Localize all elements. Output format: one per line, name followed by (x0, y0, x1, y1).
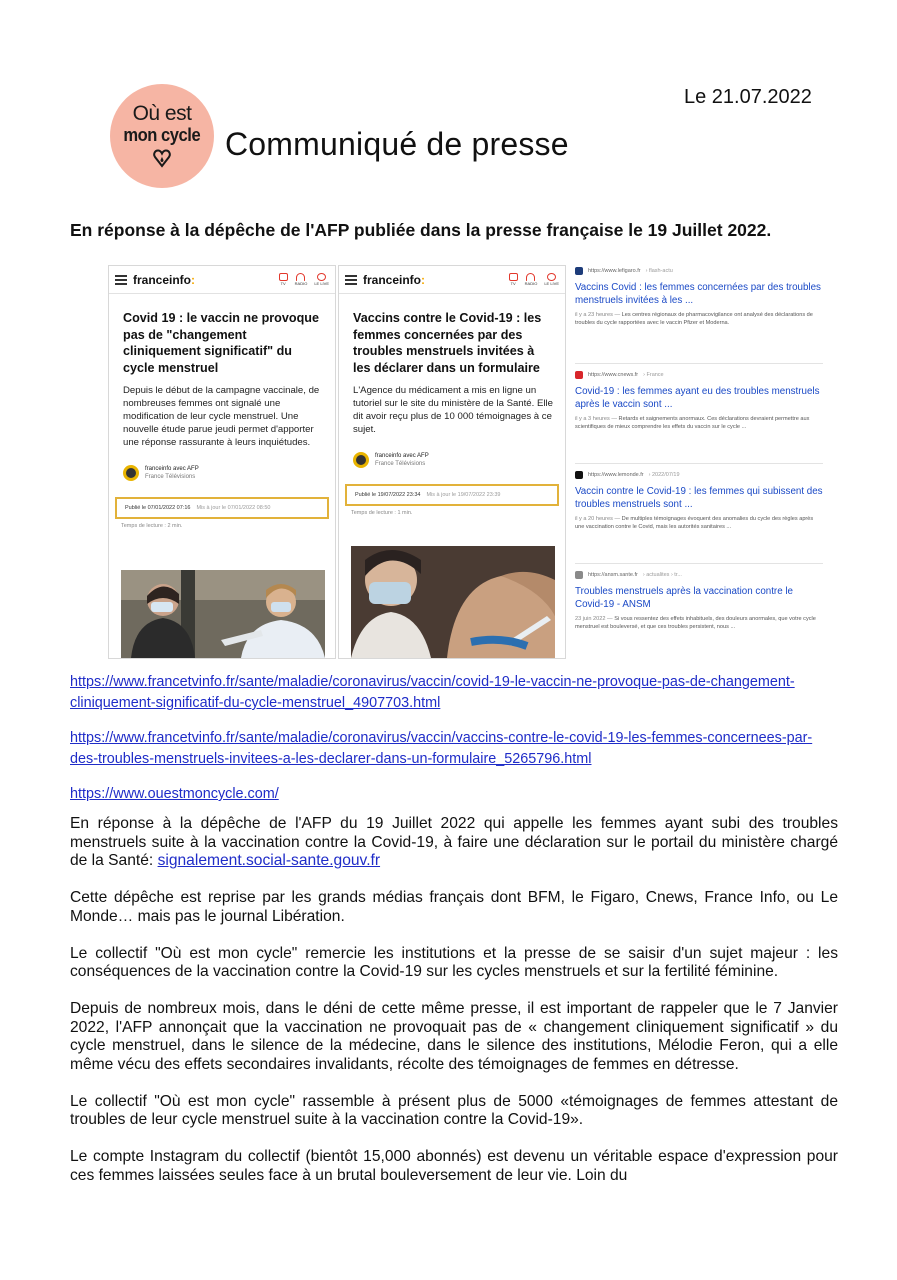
article-lead: L'Agence du médicament a mis en ligne un tutoriel sur le site du ministère de la Santé. Elle dit avoir reçu plus de 10 000 témoignages à ce sujet. (353, 385, 553, 435)
article-screenshot-1 (108, 265, 336, 659)
radio-icon: RADIO (525, 273, 538, 286)
brand-logo: franceinfo: (363, 272, 426, 287)
logo-line1: Où est (132, 102, 192, 125)
live-icon: LE LIVE (544, 273, 559, 286)
publication-date-box: Publié le 07/01/2022 07:16 Mis à jour le 07/01/2022 08:50 (115, 497, 329, 519)
paragraph: Depuis de nombreux mois, dans le déni de cette même presse, il est important de rappeler que le 7 Janvier 2022, l'AFP annonçait que la vaccination ne provoquait pas de « changement cliniquement significatif » du cycle menstruel, dans le silence de la médecine, dans le silence des institutions, Mélodie Feron, qui a elle même vécu des effets secondaires invalidants, récolte des témoignages de femmes en détresse. (70, 1000, 838, 1073)
paragraph: En réponse à la dépêche de l'AFP du 19 Juillet 2022 qui appelle les femmes ayant subi des troubles menstruels suite à la vaccination contre la Covid-19, à faire une déclaration sur le portail du ministère chargé de la Santé: signalement.social-sante.gouv.fr (70, 815, 838, 869)
menu-icon (115, 275, 127, 285)
logo-line2: mon cycle (123, 125, 201, 145)
byline: franceinfo avec AFP France Télévisions (123, 465, 335, 481)
publication-date-box: Publié le 19/07/2022 23:34 Mis à jour le 19/07/2022 23:39 (345, 484, 559, 506)
source-link-francetvinfo-2[interactable]: https://www.francetvinfo.fr/sante/maladie/coronavirus/vaccin/vaccins-contre-le-covid-19-les-femmes-concernees-par-des-troubles-menstruels-invitees-a-les-declarer-dans-un-formulaire_5265796.html (70, 730, 813, 767)
source-links (70, 672, 830, 819)
signalement-link[interactable]: signalement.social-sante.gouv.fr (157, 852, 381, 869)
byline: franceinfo avec AFP France Télévisions (353, 452, 565, 468)
subtitle: En réponse à la dépêche de l'AFP publiée dans la presse française le 19 Juillet 2022. (70, 220, 772, 240)
radio-icon: RADIO (295, 273, 308, 286)
live-icon: LE LIVE (314, 273, 329, 286)
brand-logo: franceinfo: (133, 272, 196, 287)
source-link-ouestmoncycle[interactable]: https://www.ouestmoncycle.com/ (70, 786, 279, 802)
search-results (575, 265, 823, 661)
logo (110, 84, 214, 188)
search-result: https://ansm.sante.fr › actualites › tr... Troubles menstruels après la vaccination contre le Covid-19 - ANSM 23 juin 2022 — Si vous ressentez des effets inhabituels, des douleurs anormales, que votre cycle menstruel est bouleversé, et que ces troubles persistent, nous ... (575, 571, 823, 631)
document-title: Communiqué de presse (225, 126, 569, 162)
search-result: https://www.cnews.fr › France Covid-19 : les femmes ayant eu des troubles menstruels après le vaccin sont ... il y a 3 heures — Retards et saignements anormaux. Ces déclarations devraient permettre aux scientifiques de mieux comprendre les effets du vaccin sur le cycle ... (575, 371, 823, 431)
app-header (339, 266, 565, 294)
article-photo (121, 570, 325, 658)
app-header (109, 266, 335, 294)
tv-icon: TV (509, 273, 518, 286)
avatar (353, 452, 369, 468)
tv-icon: TV (279, 273, 288, 286)
source-link-francetvinfo-1[interactable]: https://www.francetvinfo.fr/sante/maladie/coronavirus/vaccin/covid-19-le-vaccin-ne-provoque-pas-de-changement-cliniquement-significatif-du-cycle-menstruel_4907703.html (70, 674, 795, 711)
site-favicon (575, 471, 583, 479)
site-favicon (575, 267, 583, 275)
read-time: Temps de lecture : 2 min. (121, 523, 183, 529)
date: Le 21.07.2022 (684, 86, 812, 108)
paragraph: Le collectif "Où est mon cycle" rassemble à présent plus de 5000 «témoignages de femmes attestant de troubles de leur cycle menstruel suite à la vaccination contre la Covid-19». (70, 1092, 838, 1128)
article-lead: Depuis le début de la campagne vaccinale, de nombreuses femmes ont signalé une modification de leur cycle menstruel. Une nouvelle étude parue jeudi permet d'apporter une réponse rassurante à leurs inquiétudes. (123, 385, 320, 448)
heart-drop-icon (151, 147, 173, 169)
avatar (123, 465, 139, 481)
search-result: https://www.lemonde.fr › 2022/07/19 Vaccin contre le Covid-19 : les femmes qui subissent des troubles menstruels sont ... il y a 20 heures — De multiples témoignages évoquent des anomalies du cycle des règles après une vaccination contre le Covid, mais les autorités sanitaires ... (575, 472, 823, 530)
article-photo (351, 546, 555, 658)
paragraph: Le collectif "Où est mon cycle" remercie les institutions et la presse de se saisir d'un sujet majeur : les conséquences de la vaccination contre la Covid-19 sur les cycles menstruels et sur la fertilité féminine. (70, 944, 838, 980)
paragraph: Cette dépêche est reprise par les grands médias français dont BFM, le Figaro, Cnews, France Info, ou Le Monde… mais pas le journal Libération. (70, 889, 838, 925)
result-title-link[interactable]: Covid-19 : les femmes ayant eu des troubles menstruels après le vaccin sont ... (575, 386, 820, 410)
article-screenshot-2 (338, 265, 566, 659)
result-title-link[interactable]: Vaccin contre le Covid-19 : les femmes qui subissent des troubles menstruels sont ... (575, 486, 823, 510)
search-result: https://www.lefigaro.fr › flash-actu Vaccins Covid : les femmes concernées par des troubles menstruels invitées à les ... il y a 23 heures — Les centres régionaux de pharmacovigilance ont analysé des déclarations de troubles du cycle rapportées avec le vaccin Pfizer et Moderna. (575, 267, 823, 327)
article-title: Covid 19 : le vaccin ne provoque pas de "changement cliniquement significatif" du cycle menstruel (123, 311, 319, 375)
site-favicon (575, 571, 583, 579)
result-title-link[interactable]: Troubles menstruels après la vaccination contre le Covid-19 - ANSM (575, 586, 793, 610)
site-favicon (575, 371, 583, 379)
read-time: Temps de lecture : 1 min. (351, 510, 413, 516)
menu-icon (345, 275, 357, 285)
paragraph: Le compte Instagram du collectif (bientôt 15,000 abonnés) est devenu un véritable espace d'expression pour ces femmes laissées seules face à un brutal bouleversement de leur vie. Loin du (70, 1148, 838, 1184)
press-collage (101, 259, 823, 661)
result-title-link[interactable]: Vaccins Covid : les femmes concernées par des troubles menstruels invitées à les ... (575, 282, 821, 306)
press-release-body (70, 815, 838, 1204)
article-title: Vaccins contre le Covid-19 : les femmes concernées par des troubles menstruels invitées à les déclarer dans un formulaire (353, 311, 542, 375)
